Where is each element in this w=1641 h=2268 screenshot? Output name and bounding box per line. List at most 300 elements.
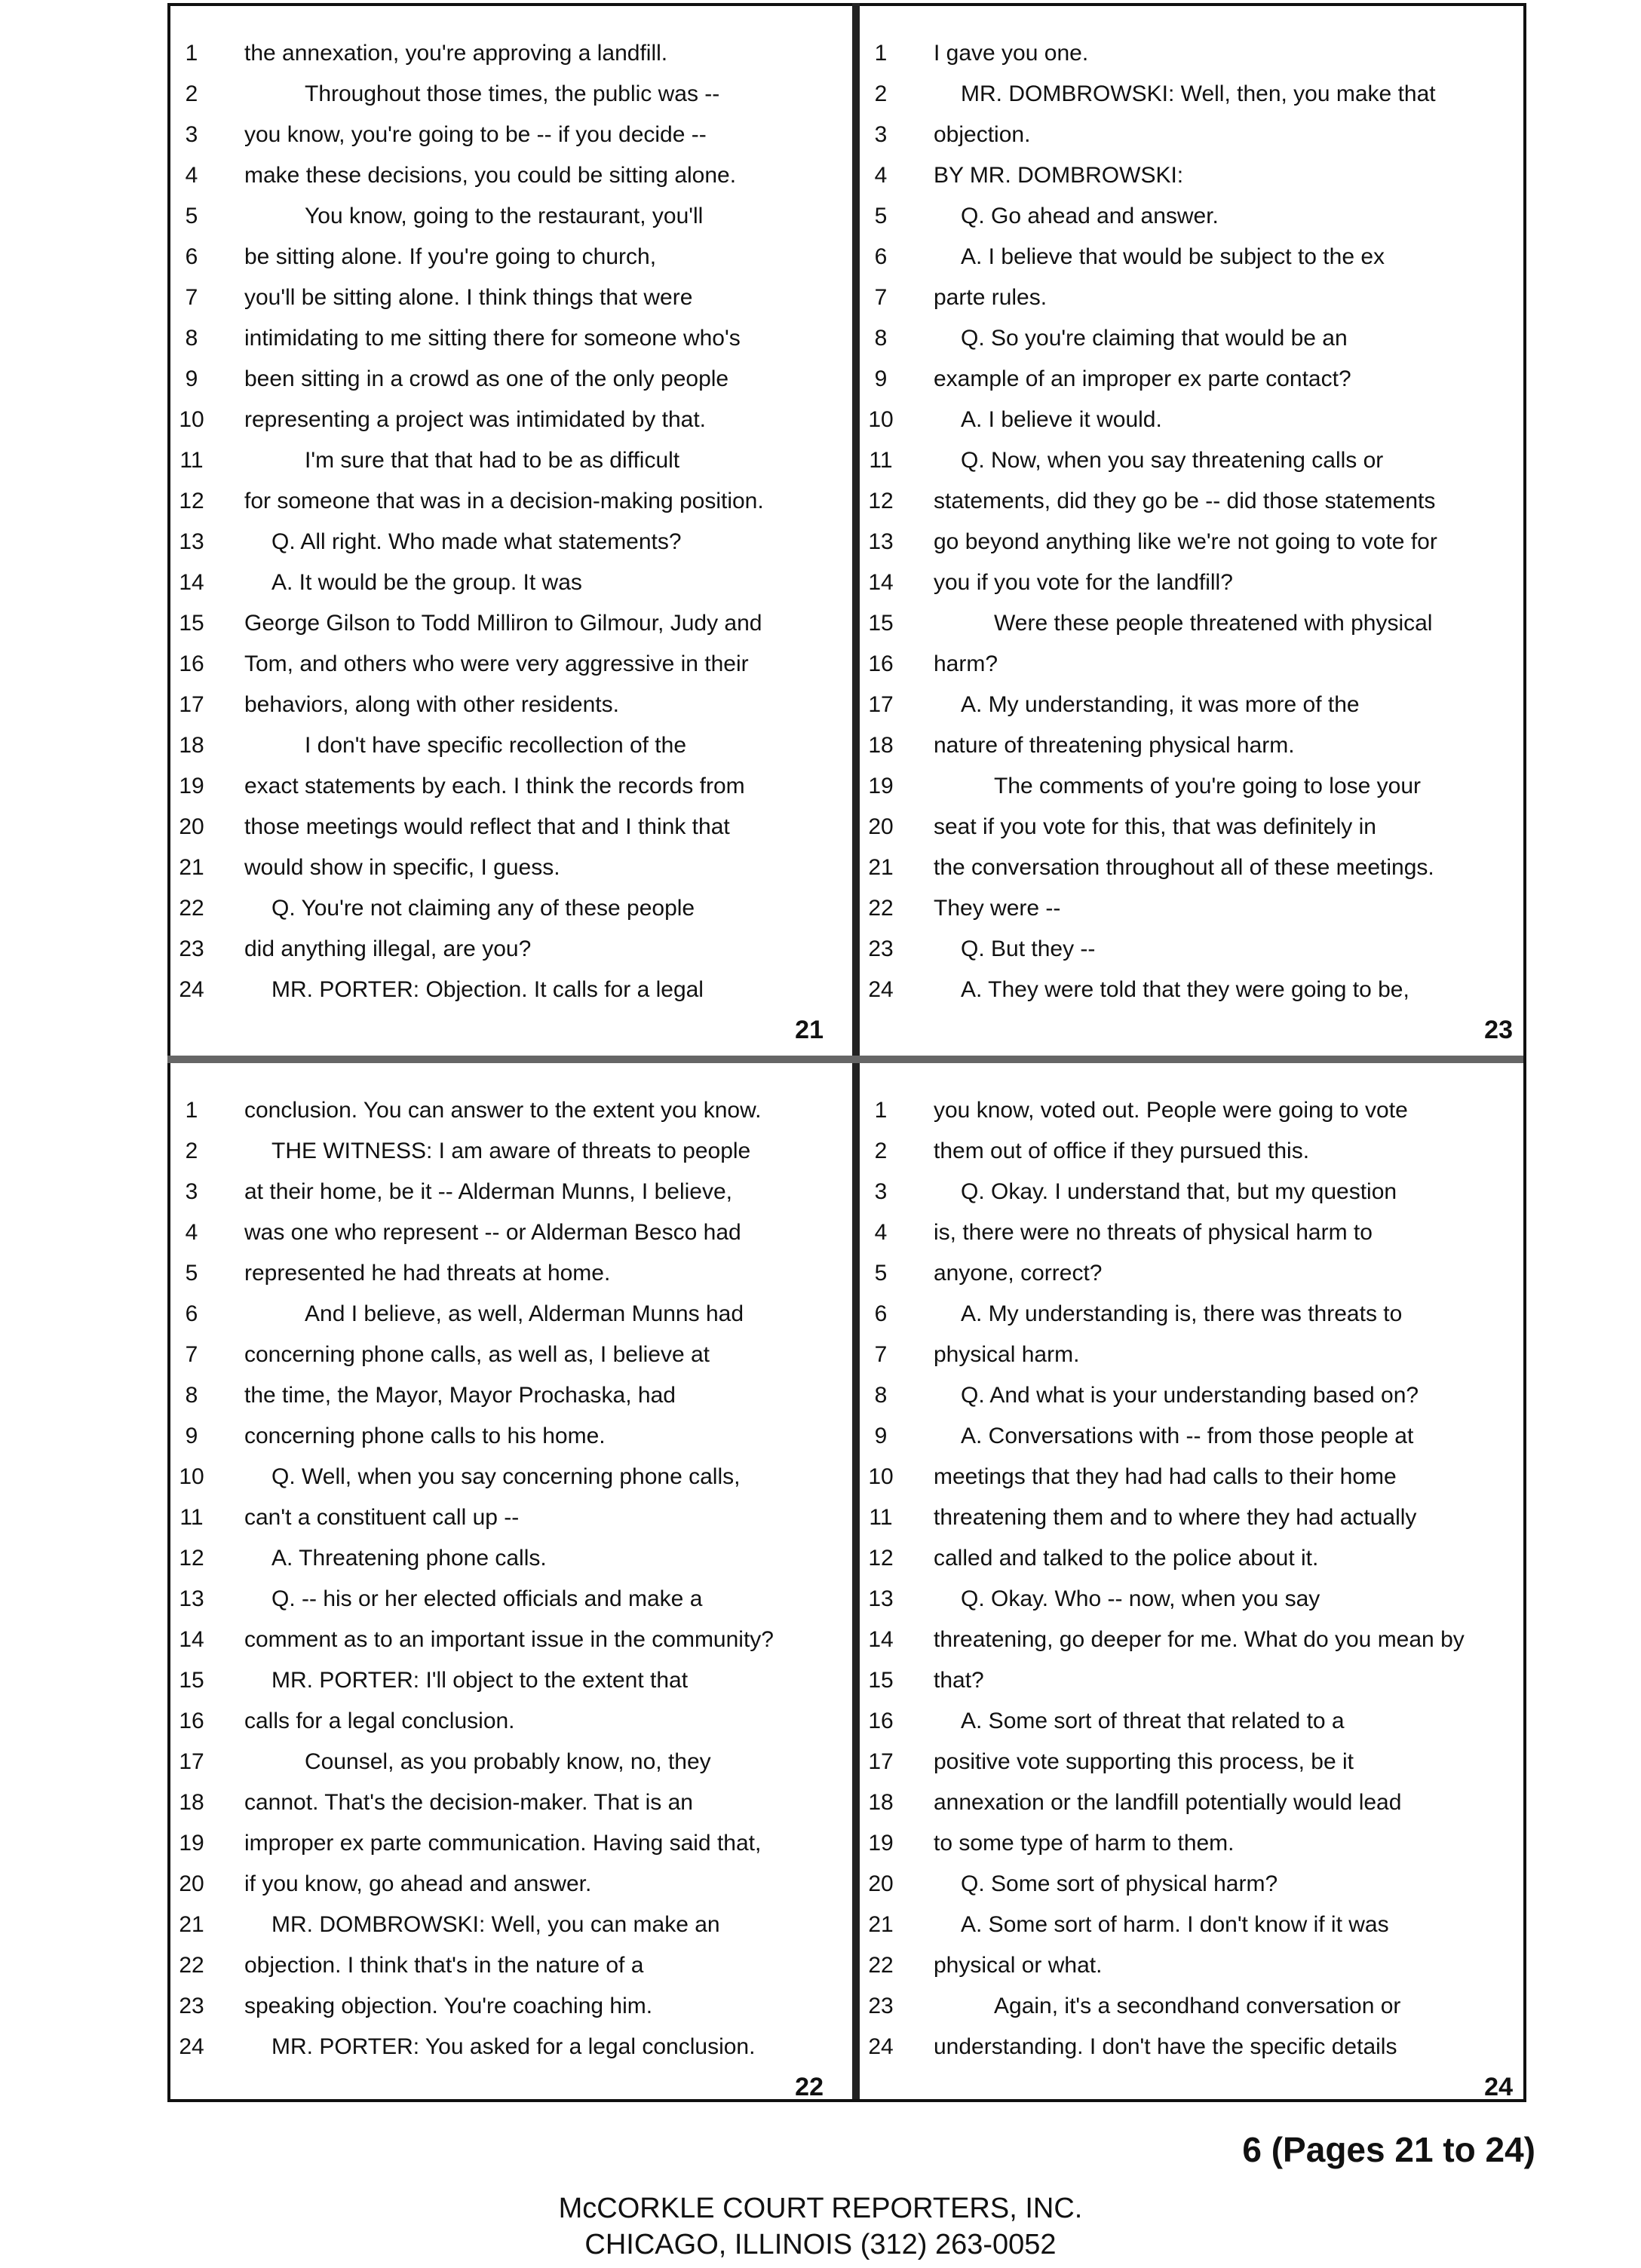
line-text: A. I believe it would.: [961, 407, 1162, 432]
line-text: Again, it's a secondhand conversation or: [994, 1994, 1401, 2018]
transcript-line: [860, 1864, 1523, 1905]
transcript-line: [170, 115, 834, 155]
line-text: MR. DOMBROWSKI: Well, then, you make that: [961, 81, 1436, 106]
transcript-line: [170, 1579, 834, 1620]
line-text: Q. So you're claiming that would be an: [961, 326, 1348, 351]
line-number: 23: [179, 936, 204, 961]
transcript-line: [860, 847, 1523, 888]
line-number: 3: [185, 122, 198, 147]
court-reporter-location: CHICAGO, ILLINOIS (312) 263-0052: [584, 2229, 1057, 2260]
line-text: you'll be sitting alone. I think things that were: [244, 285, 693, 310]
line-number: 21: [868, 855, 894, 880]
line-text: Q. And what is your understanding based on?: [961, 1383, 1419, 1408]
line-text: comment as to an important issue in the community?: [244, 1627, 774, 1652]
transcript-line: [860, 1172, 1523, 1212]
transcript-line: [860, 1823, 1523, 1864]
line-number: 2: [185, 81, 198, 106]
line-number: 7: [874, 1342, 888, 1367]
transcript-line: [170, 1212, 834, 1253]
line-text: at their home, be it -- Alderman Munns, I believe,: [244, 1179, 732, 1204]
line-number: 17: [179, 692, 204, 717]
transcript-line: [860, 1090, 1523, 1131]
line-text: improper ex parte communication. Having said that,: [244, 1831, 762, 1856]
line-number: 12: [179, 1546, 204, 1571]
line-number: 19: [179, 1831, 204, 1856]
line-text: Tom, and others who were very aggressive in their: [244, 651, 749, 676]
transcript-line: [170, 1782, 834, 1823]
transcript-line: [170, 1131, 834, 1172]
transcript-sheet: [167, 3, 1523, 2099]
line-text: MR. DOMBROWSKI: Well, you can make an: [271, 1912, 720, 1937]
transcript-line: [860, 1620, 1523, 1660]
line-number: 13: [179, 1586, 204, 1611]
line-text: A. Some sort of threat that related to a: [961, 1709, 1345, 1733]
transcript-line: [860, 196, 1523, 237]
transcript-line: [170, 400, 834, 440]
transcript-line: [170, 2027, 834, 2067]
transcript-line: [170, 1457, 834, 1497]
transcript-page-21: [170, 6, 834, 1056]
transcript-line: [170, 929, 834, 970]
transcript-line: [170, 1294, 834, 1335]
transcript-line: [860, 603, 1523, 644]
transcript-line: [860, 1457, 1523, 1497]
line-text: that?: [934, 1668, 984, 1693]
line-text: BY MR. DOMBROWSKI:: [934, 163, 1184, 188]
transcript-line: [170, 766, 834, 807]
line-number: 14: [868, 1627, 894, 1652]
line-number: 6: [185, 244, 198, 269]
transcript-line: [860, 115, 1523, 155]
line-number: 15: [179, 611, 204, 636]
transcript-line: [170, 1416, 834, 1457]
line-number: 21: [179, 1912, 204, 1937]
line-number: 22: [179, 1953, 204, 1978]
transcript-line: [860, 318, 1523, 359]
transcript-line: [860, 155, 1523, 196]
line-number: 20: [179, 814, 204, 839]
transcript-line: [860, 1579, 1523, 1620]
line-text: A. Threatening phone calls.: [271, 1546, 547, 1571]
transcript-line: [860, 1335, 1523, 1375]
line-text: A. My understanding is, there was threats to: [961, 1301, 1403, 1326]
line-number: 1: [874, 41, 888, 66]
line-text: can't a constituent call up --: [244, 1505, 520, 1530]
transcript-line: [170, 1905, 834, 1945]
transcript-line: [170, 318, 834, 359]
line-text: been sitting in a crowd as one of the only people: [244, 366, 729, 391]
transcript-line: [860, 1782, 1523, 1823]
line-number: 12: [868, 489, 894, 513]
line-text: A. They were told that they were going to be,: [961, 977, 1409, 1002]
line-text: Q. Okay. I understand that, but my question: [961, 1179, 1397, 1204]
line-number: 13: [868, 1586, 894, 1611]
line-text: Q. Well, when you say concerning phone calls,: [271, 1464, 741, 1489]
line-text: I'm sure that that had to be as difficult: [305, 448, 680, 473]
transcript-line: [860, 359, 1523, 400]
line-number: 23: [179, 1994, 204, 2018]
line-text: objection. I think that's in the nature of a: [244, 1953, 644, 1978]
transcript-lines: [170, 33, 834, 1010]
transcript-lines: [860, 33, 1523, 1010]
transcript-line: [860, 970, 1523, 1010]
line-number: 22: [868, 1953, 894, 1978]
line-text: nature of threatening physical harm.: [934, 733, 1295, 758]
transcript-line: [860, 1538, 1523, 1579]
line-text: seat if you vote for this, that was definitely in: [934, 814, 1376, 839]
page-number: 24: [1484, 2073, 1513, 2101]
vertical-divider: [852, 3, 860, 2099]
line-text: And I believe, as well, Alderman Munns had: [305, 1301, 744, 1326]
line-number: 10: [868, 1464, 894, 1489]
line-text: A. I believe that would be subject to the ex: [961, 244, 1385, 269]
line-text: I gave you one.: [934, 41, 1089, 66]
transcript-line: [860, 1905, 1523, 1945]
transcript-line: [170, 277, 834, 318]
line-text: be sitting alone. If you're going to church,: [244, 244, 657, 269]
line-text: did anything illegal, are you?: [244, 936, 532, 961]
transcript-line: [860, 1945, 1523, 1986]
line-number: 22: [179, 896, 204, 921]
line-number: 2: [185, 1139, 198, 1163]
court-reporter-name: McCORKLE COURT REPORTERS, INC.: [558, 2193, 1083, 2224]
line-number: 3: [874, 1179, 888, 1204]
line-number: 1: [185, 1098, 198, 1123]
transcript-line: [860, 440, 1523, 481]
line-text: You know, going to the restaurant, you'll: [305, 204, 704, 228]
line-text: A. Some sort of harm. I don't know if it was: [961, 1912, 1389, 1937]
line-text: Were these people threatened with physical: [994, 611, 1433, 636]
line-number: 14: [179, 1627, 204, 1652]
transcript-lines: [170, 1090, 834, 2067]
transcript-lines: [860, 1090, 1523, 2067]
line-text: I don't have specific recollection of the: [305, 733, 687, 758]
transcript-line: [860, 888, 1523, 929]
transcript-line: [170, 33, 834, 74]
line-text: Q. You're not claiming any of these people: [271, 896, 695, 921]
line-number: 6: [874, 244, 888, 269]
line-number: 15: [868, 611, 894, 636]
transcript-line: [170, 1986, 834, 2027]
line-text: threatening, go deeper for me. What do you mean by: [934, 1627, 1465, 1652]
line-text: Throughout those times, the public was --: [305, 81, 720, 106]
line-text: the conversation throughout all of these meetings.: [934, 855, 1434, 880]
pages-label: 6 (Pages 21 to 24): [1242, 2130, 1535, 2169]
line-number: 9: [874, 1424, 888, 1448]
line-text: Counsel, as you probably know, no, they: [305, 1749, 711, 1774]
transcript-line: [860, 929, 1523, 970]
line-number: 16: [868, 651, 894, 676]
line-text: you know, you're going to be -- if you decide --: [244, 122, 707, 147]
page-number: 23: [1484, 1016, 1513, 1044]
transcript-line: [860, 725, 1523, 766]
transcript-line: [860, 1660, 1523, 1701]
line-number: 23: [868, 936, 894, 961]
line-number: 11: [869, 448, 893, 473]
line-number: 7: [185, 1342, 198, 1367]
line-number: 19: [179, 774, 204, 798]
line-number: 6: [185, 1301, 198, 1326]
line-text: exact statements by each. I think the records from: [244, 774, 745, 798]
line-text: A. Conversations with -- from those people at: [961, 1424, 1414, 1448]
line-text: make these decisions, you could be sitting alone.: [244, 163, 737, 188]
line-text: concerning phone calls to his home.: [244, 1424, 606, 1448]
line-number: 1: [874, 1098, 888, 1123]
transcript-line: [860, 33, 1523, 74]
line-text: physical harm.: [934, 1342, 1080, 1367]
line-number: 20: [868, 814, 894, 839]
line-text: the time, the Mayor, Mayor Prochaska, had: [244, 1383, 676, 1408]
line-number: 24: [179, 2034, 204, 2059]
transcript-line: [860, 1375, 1523, 1416]
line-number: 7: [874, 285, 888, 310]
line-number: 13: [868, 529, 894, 554]
transcript-line: [860, 522, 1523, 562]
line-number: 21: [179, 855, 204, 880]
line-number: 17: [179, 1749, 204, 1774]
transcript-line: [170, 359, 834, 400]
transcript-page-22: [170, 1063, 834, 2113]
transcript-line: [860, 644, 1523, 685]
line-text: The comments of you're going to lose your: [994, 774, 1422, 798]
transcript-line: [170, 1375, 834, 1416]
line-text: behaviors, along with other residents.: [244, 692, 619, 717]
transcript-line: [170, 1172, 834, 1212]
transcript-line: [170, 847, 834, 888]
transcript-line: [860, 1212, 1523, 1253]
transcript-line: [860, 1294, 1523, 1335]
line-number: 7: [185, 285, 198, 310]
line-number: 23: [868, 1994, 894, 2018]
line-text: physical or what.: [934, 1953, 1103, 1978]
line-number: 3: [185, 1179, 198, 1204]
transcript-line: [860, 1497, 1523, 1538]
line-text: THE WITNESS: I am aware of threats to people: [271, 1139, 751, 1163]
line-text: Q. Go ahead and answer.: [961, 204, 1219, 228]
line-number: 8: [185, 326, 198, 351]
line-text: those meetings would reflect that and I think that: [244, 814, 730, 839]
transcript-line: [860, 766, 1523, 807]
line-number: 2: [874, 1139, 888, 1163]
line-text: called and talked to the police about it.: [934, 1546, 1319, 1571]
transcript-line: [170, 522, 834, 562]
transcript-line: [170, 1701, 834, 1742]
transcript-line: [170, 970, 834, 1010]
line-number: 9: [185, 366, 198, 391]
line-text: if you know, go ahead and answer.: [244, 1871, 592, 1896]
line-number: 17: [868, 692, 894, 717]
line-number: 21: [868, 1912, 894, 1937]
line-number: 9: [185, 1424, 198, 1448]
line-number: 18: [179, 1790, 204, 1815]
line-number: 19: [868, 1831, 894, 1856]
line-number: 3: [874, 122, 888, 147]
transcript-line: [170, 155, 834, 196]
line-number: 11: [179, 1505, 204, 1530]
transcript-page-23: [860, 6, 1523, 1056]
transcript-line: [860, 1742, 1523, 1782]
line-text: to some type of harm to them.: [934, 1831, 1235, 1856]
line-text: Q. Okay. Who -- now, when you say: [961, 1586, 1320, 1611]
line-text: represented he had threats at home.: [244, 1261, 611, 1286]
transcript-line: [170, 1823, 834, 1864]
transcript-line: [170, 644, 834, 685]
line-text: cannot. That's the decision-maker. That is an: [244, 1790, 693, 1815]
line-text: A. It would be the group. It was: [271, 570, 582, 595]
line-number: 6: [874, 1301, 888, 1326]
line-number: 18: [179, 733, 204, 758]
line-number: 8: [874, 326, 888, 351]
transcript-line: [170, 1945, 834, 1986]
transcript-line: [170, 1090, 834, 1131]
transcript-line: [170, 1742, 834, 1782]
line-number: 8: [874, 1383, 888, 1408]
line-number: 16: [179, 651, 204, 676]
transcript-line: [170, 1864, 834, 1905]
line-number: 4: [185, 163, 198, 188]
transcript-line: [860, 74, 1523, 115]
line-number: 24: [868, 977, 894, 1002]
line-text: statements, did they go be -- did those statements: [934, 489, 1436, 513]
line-number: 5: [874, 1261, 888, 1286]
line-text: positive vote supporting this process, be it: [934, 1749, 1354, 1774]
line-number: 12: [179, 489, 204, 513]
line-text: Q. All right. Who made what statements?: [271, 529, 682, 554]
line-text: MR. PORTER: I'll object to the extent that: [271, 1668, 689, 1693]
transcript-line: [170, 562, 834, 603]
transcript-line: [170, 1620, 834, 1660]
line-number: 5: [185, 1261, 198, 1286]
transcript-line: [860, 2027, 1523, 2067]
line-number: 19: [868, 774, 894, 798]
transcript-line: [860, 481, 1523, 522]
horizontal-divider: [167, 1056, 1523, 1063]
line-text: speaking objection. You're coaching him.: [244, 1994, 653, 2018]
line-number: 14: [868, 570, 894, 595]
transcript-line: [860, 685, 1523, 725]
line-number: 20: [868, 1871, 894, 1896]
line-text: MR. PORTER: You asked for a legal conclusion.: [271, 2034, 756, 2059]
transcript-line: [860, 1253, 1523, 1294]
transcript-line: [170, 196, 834, 237]
line-number: 18: [868, 1790, 894, 1815]
line-number: 8: [185, 1383, 198, 1408]
line-number: 11: [869, 1505, 893, 1530]
page-number: 21: [795, 1016, 824, 1044]
line-number: 14: [179, 570, 204, 595]
line-text: They were --: [934, 896, 1061, 921]
transcript-line: [170, 481, 834, 522]
line-number: 13: [179, 529, 204, 554]
transcript-line: [860, 1701, 1523, 1742]
line-number: 16: [179, 1709, 204, 1733]
transcript-line: [170, 1497, 834, 1538]
line-number: 24: [868, 2034, 894, 2059]
line-text: understanding. I don't have the specific details: [934, 2034, 1397, 2059]
transcript-line: [860, 277, 1523, 318]
line-text: calls for a legal conclusion.: [244, 1709, 515, 1733]
line-text: A. My understanding, it was more of the: [961, 692, 1360, 717]
transcript-line: [860, 1986, 1523, 2027]
transcript-line: [170, 888, 834, 929]
line-text: conclusion. You can answer to the extent you know.: [244, 1098, 762, 1123]
line-text: them out of office if they pursued this.: [934, 1139, 1310, 1163]
transcript-page-24: [860, 1063, 1523, 2113]
transcript-line: [170, 725, 834, 766]
line-number: 4: [874, 163, 888, 188]
line-number: 4: [185, 1220, 198, 1245]
transcript-line: [170, 1253, 834, 1294]
line-number: 24: [179, 977, 204, 1002]
transcript-line: [170, 603, 834, 644]
page-number: 22: [795, 2073, 824, 2101]
line-text: for someone that was in a decision-making position.: [244, 489, 764, 513]
line-text: Q. But they --: [961, 936, 1096, 961]
transcript-line: [860, 237, 1523, 277]
line-text: example of an improper ex parte contact?: [934, 366, 1351, 391]
line-text: harm?: [934, 651, 998, 676]
transcript-line: [170, 1335, 834, 1375]
line-text: annexation or the landfill potentially would lead: [934, 1790, 1402, 1815]
line-number: 18: [868, 733, 894, 758]
transcript-line: [170, 1538, 834, 1579]
line-number: 15: [868, 1668, 894, 1693]
line-text: concerning phone calls, as well as, I believe at: [244, 1342, 710, 1367]
transcript-line: [170, 807, 834, 847]
transcript-line: [170, 1660, 834, 1701]
line-text: threatening them and to where they had actually: [934, 1505, 1417, 1530]
transcript-line: [170, 237, 834, 277]
line-text: MR. PORTER: Objection. It calls for a legal: [271, 977, 704, 1002]
line-text: meetings that they had had calls to their home: [934, 1464, 1397, 1489]
line-number: 5: [874, 204, 888, 228]
line-text: Q. Some sort of physical harm?: [961, 1871, 1278, 1896]
line-text: Q. Now, when you say threatening calls or: [961, 448, 1384, 473]
line-number: 22: [868, 896, 894, 921]
transcript-line: [860, 1416, 1523, 1457]
line-number: 12: [868, 1546, 894, 1571]
line-text: you if you vote for the landfill?: [934, 570, 1233, 595]
line-number: 1: [185, 41, 198, 66]
transcript-line: [860, 400, 1523, 440]
line-number: 9: [874, 366, 888, 391]
transcript-line: [860, 562, 1523, 603]
line-number: 4: [874, 1220, 888, 1245]
line-number: 10: [179, 407, 204, 432]
line-text: go beyond anything like we're not going to vote for: [934, 529, 1437, 554]
line-number: 5: [185, 204, 198, 228]
line-text: parte rules.: [934, 285, 1047, 310]
line-text: anyone, correct?: [934, 1261, 1103, 1286]
line-text: would show in specific, I guess.: [244, 855, 560, 880]
line-number: 15: [179, 1668, 204, 1693]
line-number: 2: [874, 81, 888, 106]
line-text: was one who represent -- or Alderman Besco had: [244, 1220, 741, 1245]
line-number: 10: [179, 1464, 204, 1489]
line-text: representing a project was intimidated by that.: [244, 407, 706, 432]
line-text: the annexation, you're approving a landfill.: [244, 41, 668, 66]
line-text: you know, voted out. People were going to vote: [934, 1098, 1408, 1123]
line-text: Q. -- his or her elected officials and make a: [271, 1586, 703, 1611]
line-number: 11: [179, 448, 204, 473]
line-text: intimidating to me sitting there for someone who's: [244, 326, 741, 351]
transcript-line: [170, 440, 834, 481]
line-text: is, there were no threats of physical harm to: [934, 1220, 1373, 1245]
line-text: George Gilson to Todd Milliron to Gilmour, Judy and: [244, 611, 762, 636]
transcript-line: [860, 1131, 1523, 1172]
transcript-line: [170, 685, 834, 725]
line-text: objection.: [934, 122, 1031, 147]
